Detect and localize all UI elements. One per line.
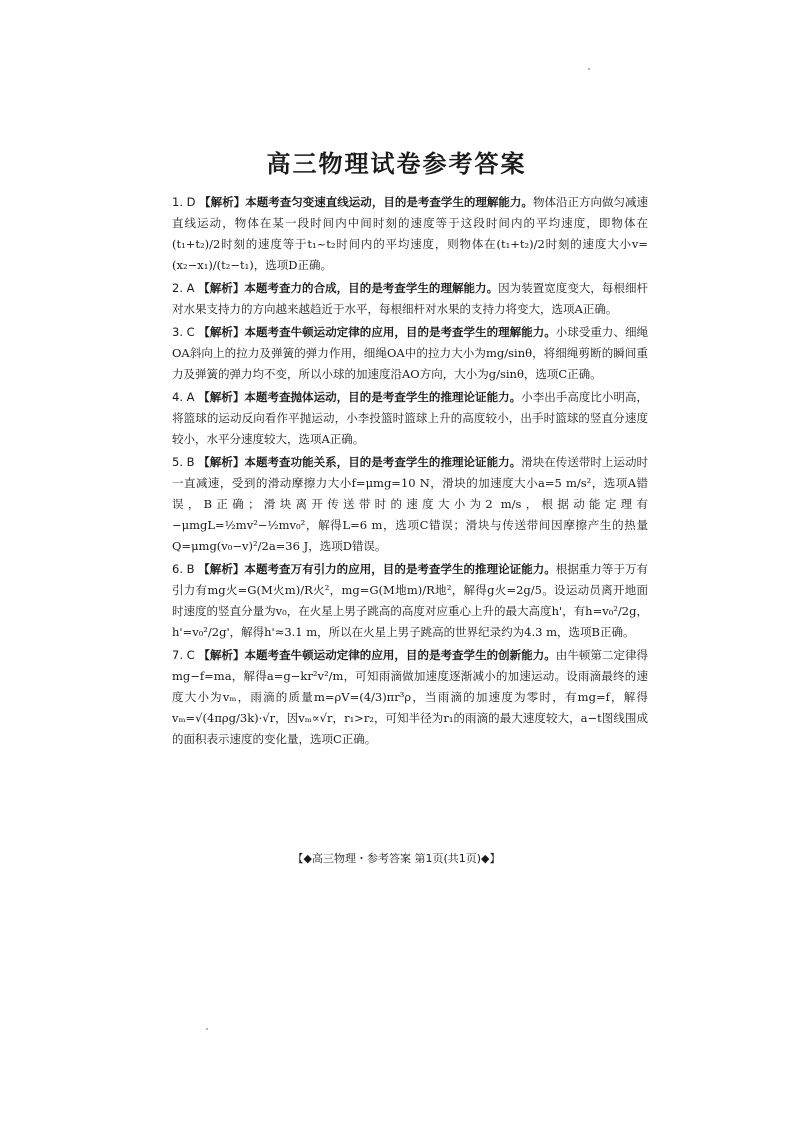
analysis-highlight: 本题考查力的合成，目的是考查学生的理解能力。 [244, 281, 499, 295]
analysis-highlight: 本题考查万有引力的应用，目的是考查学生的推理论证能力。 [244, 562, 556, 576]
analysis-tag: 【解析】 [198, 325, 245, 339]
analysis-body: 物体沿正方向做匀减速直线运动，物体在某一段时间内中间时刻的速度等于这段时间内的平均速度，即物体在(t₁+t₂)/2时刻的速度等于t₁~t₂时间内的平均速度，则物体在(t₁+t₂)/2时刻的速度大小v=(x₂−x₁)/(t₂−t₁)，选项D正确。 [172, 195, 649, 272]
answer-item-4 [172, 387, 648, 450]
answer-number: 5. B [172, 455, 195, 469]
answer-list [172, 192, 648, 752]
answer-number: 4. A [172, 390, 195, 404]
page-title: 高三物理试卷参考答案 [266, 150, 527, 178]
analysis-body: 小李出手高度比小明高，将篮球的运动反向看作平抛运动，小李投篮时篮球上升的高度较小，出手时篮球的竖直分速度较小，水平分速度较大，选项A正确。 [172, 390, 649, 446]
analysis-highlight: 本题考查功能关系，目的是考查学生的推理论证能力。 [244, 455, 522, 469]
analysis-tag: 【解析】 [199, 195, 246, 209]
page-footer: 【◆高三物理・参考答案 第1页(共1页)◆】 [292, 852, 501, 865]
answer-number: 7. C [172, 648, 195, 662]
analysis-body: 根据重力等于万有引力有mg火=G(M火m)/R火²，mg=G(M地m)/R地²，解得g火=2g/5。设运动员离开地面时速度的竖直分量为v₀，在火星上男子跳高的高度对应重心上升的最大高度h'，有h=v₀²/2g，h'=v₀²/2g'，解得h'≈3.1 m，所以在火星上男子跳高的世界纪录约为4.3 m，选项B正确。 [172, 562, 649, 639]
analysis-tag: 【解析】 [198, 281, 245, 295]
analysis-body: 小球受重力、细绳OA斜向上的拉力及弹簧的弹力作用，细绳OA中的拉力大小为mg/sinθ，将细绳剪断的瞬间重力及弹簧的弹力均不变，所以小球的加速度沿AO方向，大小为g/sinθ，选项C正确。 [172, 325, 649, 381]
scan-speck [206, 1028, 208, 1030]
analysis-highlight: 本题考查牛顿运动定律的应用，目的是考查学生的创新能力。 [244, 648, 556, 662]
answer-item-7 [172, 645, 648, 750]
answer-number: 1. D [172, 195, 196, 209]
analysis-body: 滑块在传送带时上运动时一直减速，受到的滑动摩擦力大小f=μmg=10 N，滑块的加速度大小a=5 m/s²，选项A错误，B正确；滑块离开传送带时的速度大小为2 m/s，根据动能定理有−μmgL=½mv²−½mv₀²，解得L=6 m，选项C错误；滑块与传送带间因摩擦产生的热量Q=μmg(v₀−v)²/2a=36 J，选项D错误。 [172, 455, 649, 553]
answer-number: 2. A [172, 281, 195, 295]
answer-item-1 [172, 192, 648, 276]
analysis-tag: 【解析】 [198, 562, 245, 576]
answer-number: 3. C [172, 325, 195, 339]
scan-speck [588, 68, 590, 70]
analysis-body: 因为装置宽度变大，每根细杆对水果支持力的方向越来越趋近于水平，每根细杆对水果的支持力将变大，选项A正确。 [172, 281, 649, 316]
answer-item-6 [172, 559, 648, 643]
analysis-tag: 【解析】 [198, 648, 245, 662]
analysis-tag: 【解析】 [198, 390, 245, 404]
answer-item-2 [172, 278, 648, 320]
answer-number: 6. B [172, 562, 195, 576]
analysis-tag: 【解析】 [198, 455, 245, 469]
analysis-body: 由牛顿第二定律得mg−f=ma，解得a=g−kr²v²/m，可知雨滴做加速度逐渐减小的加速运动。设雨滴最终的速度大小为vₘ，雨滴的质量m=ρV=(4/3)πr³ρ，当雨滴的加速度为零时，有mg=f，解得vₘ=√(4πρg/3k)·√r，因vₘ∝√r，r₁>r₂，可知半径为r₁的雨滴的最大速度较大，a−t图线围成的面积表示速度的变化量，选项C正确。 [172, 648, 649, 746]
analysis-highlight: 本题考查抛体运动，目的是考查学生的推理论证能力。 [244, 390, 522, 404]
analysis-highlight: 本题考查匀变速直线运动，目的是考查学生的理解能力。 [245, 195, 533, 209]
answer-item-5 [172, 452, 648, 557]
answer-item-3 [172, 322, 648, 385]
analysis-highlight: 本题考查牛顿运动定律的应用，目的是考查学生的理解能力。 [244, 325, 556, 339]
